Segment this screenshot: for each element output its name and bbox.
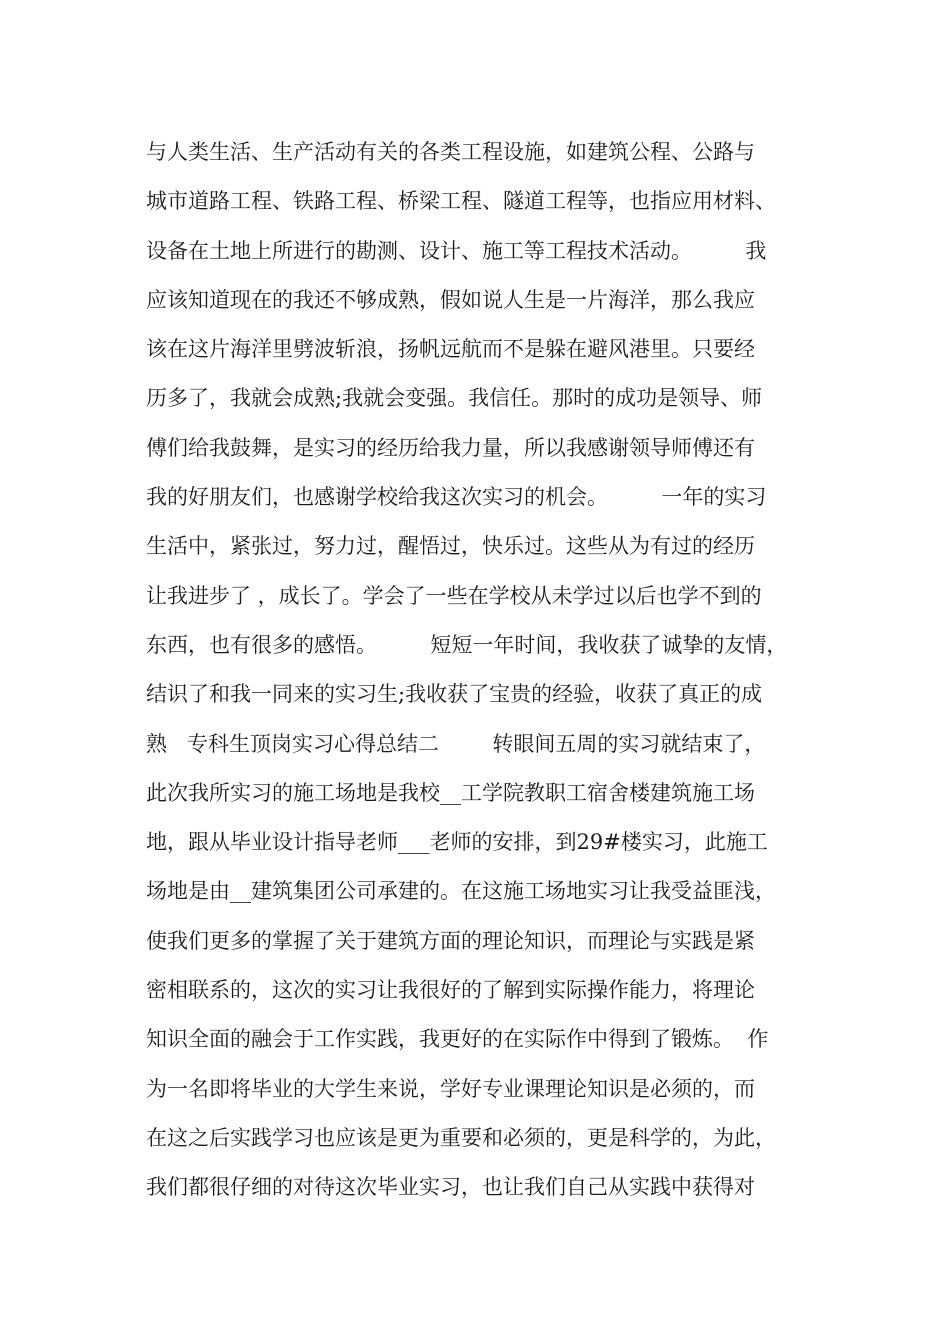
text-line: 生活中，紧张过，努力过，醒悟过，快乐过。这些从为有过的经历 — [146, 534, 755, 559]
text-line: 历多了，我就会成熟;我就会变强。我信任。那时的成功是领导、师 — [146, 386, 763, 411]
text-line: 此次我所实习的施工场地是我校__工学院教职工宿舍楼建筑施工场 — [146, 780, 755, 805]
text-line: 东西，也有很多的感悟。 短短一年时间，我收获了诚挚的友情， — [146, 632, 788, 657]
text-line: 地，跟从毕业设计指导老师___老师的安排，到29#楼实习，此施工 — [146, 830, 768, 855]
text-line: 熟 专科生顶岗实习心得总结二 转眼间五周的实习就结束了， — [146, 731, 766, 756]
text-line: 我的好朋友们，也感谢学校给我这次实习的机会。 一年的实习 — [146, 485, 767, 510]
text-line: 该在这片海洋里劈波斩浪，扬帆远航而不是躲在避风港里。只要经 — [146, 337, 755, 362]
text-line: 为一名即将毕业的大学生来说，学好专业课理论知识是必须的，而 — [146, 1076, 755, 1101]
text-line: 密相联系的，这次的实习让我很好的了解到实际操作能力，将理论 — [146, 978, 755, 1003]
text-line: 我们都很仔细的对待这次毕业实习，也让我们自己从实践中获得对 — [146, 1175, 755, 1200]
text-line: 设备在土地上所进行的勘测、设计、施工等工程技术活动。 我 — [146, 238, 767, 263]
text-line: 与人类生活、生产活动有关的各类工程设施，如建筑公程、公路与 — [146, 140, 755, 164]
text-line: 应该知道现在的我还不够成熟，假如说人生是一片海洋，那么我应 — [146, 287, 755, 312]
text-line: 傅们给我鼓舞，是实习的经历给我力量，所以我感谢领导师傅还有 — [146, 435, 755, 460]
body-text — [146, 128, 836, 1213]
text-line: 使我们更多的掌握了关于建筑方面的理论知识，而理论与实践是紧 — [146, 928, 755, 953]
text-line: 在这之后实践学习也应该是更为重要和必须的，更是科学的，为此， — [146, 1125, 776, 1150]
text-line: 结识了和我一同来的实习生;我收获了宝贵的经验，收获了真正的成 — [146, 682, 763, 707]
text-line: 场地是由__建筑集团公司承建的。在这施工场地实习让我受益匪浅， — [146, 879, 776, 904]
text-line: 让我进步了 ，成长了。学会了一些在学校从未学过以后也学不到的 — [146, 583, 762, 608]
text-line: 知识全面的融会于工作实践，我更好的在实际作中得到了锻炼。 作 — [146, 1027, 769, 1052]
text-line: 城市道路工程、铁路工程、桥梁工程、隧道工程等，也指应用材料、 — [146, 189, 776, 214]
